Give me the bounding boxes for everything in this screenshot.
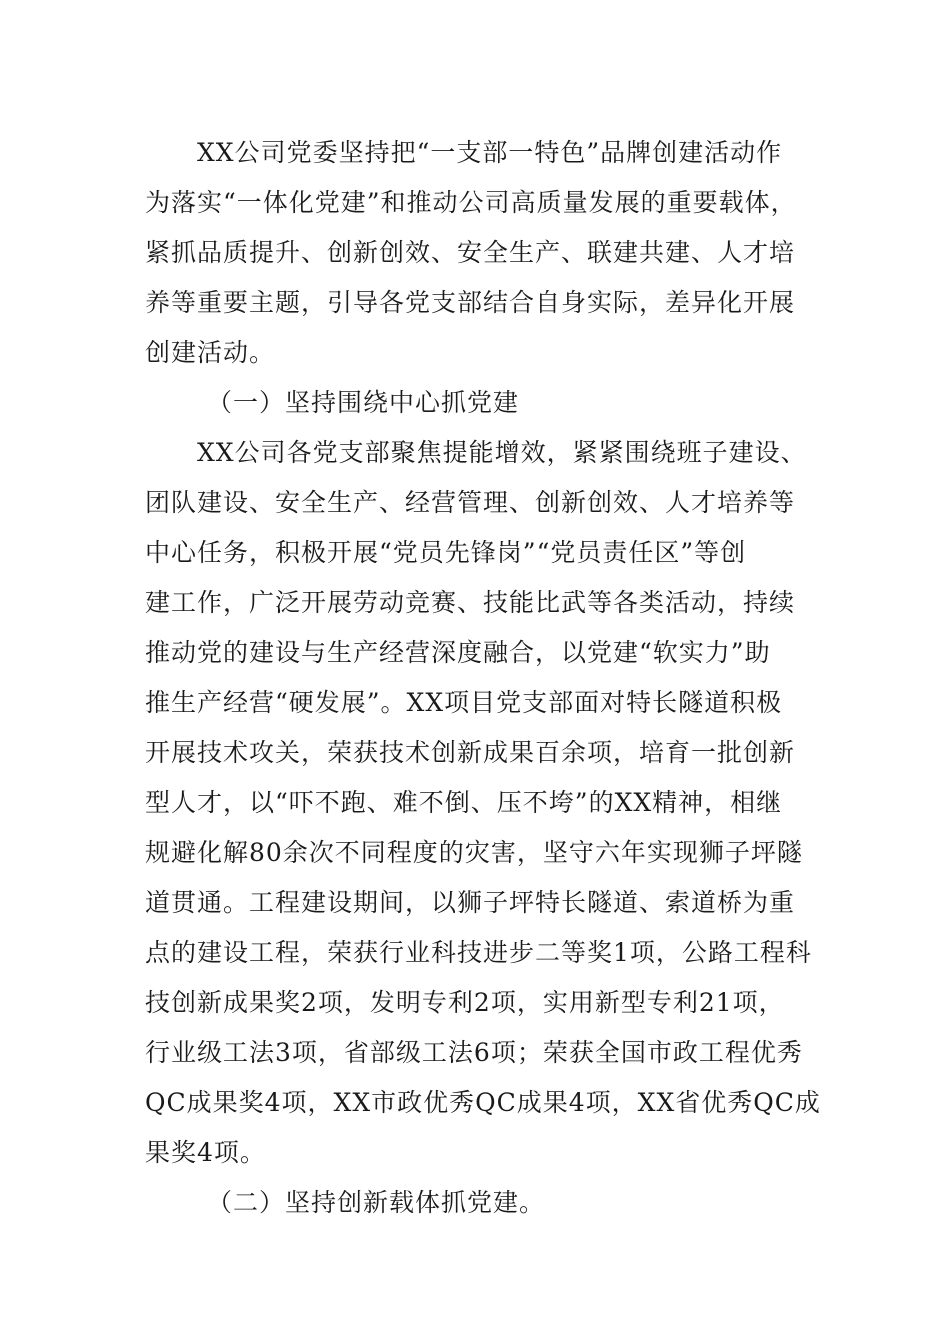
document-body [145,128,821,1228]
text-line: 点的建设工程，荣获行业科技进步二等奖1项，公路工程科 [145,938,812,967]
text-line: 推生产经营“硬发展”。XX项目党支部面对特长隧道积极 [145,688,783,717]
text-line: XX公司各党支部聚焦提能增效，紧紧围绕班子建设、 [197,438,807,467]
text-line: XX公司党委坚持把“一支部一特色”品牌创建活动作 [197,138,783,167]
text-line: 建工作，广泛开展劳动竞赛、技能比武等各类活动，持续 [145,588,796,617]
text-line: 中心任务，积极开展“党员先锋岗”“党员责任区”等创 [145,538,747,567]
text-line: 养等重要主题，引导各党支部结合自身实际，差异化开展 [145,288,796,317]
text-line: 创建活动。 [145,338,276,367]
section-heading-1: （一）坚持围绕中心抓党建 [207,388,520,417]
text-line: 团队建设、安全生产、经营管理、创新创效、人才培养等 [145,488,796,517]
text-line: 紧抓品质提升、创新创效、安全生产、联建共建、人才培 [145,238,796,267]
text-line: 行业级工法3项，省部级工法6项；荣获全国市政工程优秀 [145,1038,803,1067]
text-line: 为落实“一体化党建”和推动公司高质量发展的重要载体， [145,188,797,217]
paragraph-intro [145,128,807,378]
text-line: 型人才，以“吓不跑、难不倒、压不垮”的XX精神，相继 [145,788,783,817]
text-line: 道贯通。工程建设期间，以狮子坪特长隧道、索道桥为重 [145,888,796,917]
text-line: 技创新成果奖2项，发明专利2项，实用新型专利21项， [145,988,785,1017]
text-line: 开展技术攻关，荣获技术创新成果百余项，培育一批创新 [145,738,796,767]
paragraph-section-1 [145,428,821,1178]
text-line: 规避化解80余次不同程度的灾害，坚守六年实现狮子坪隧 [145,838,803,867]
text-line: 果奖4项。 [145,1138,266,1167]
section-heading-2: （二）坚持创新载体抓党建。 [207,1188,546,1217]
text-line: QC成果奖4项，XX市政优秀QC成果4项，XX省优秀QC成 [145,1088,821,1117]
text-line: 推动党的建设与生产经营深度融合，以党建“软实力”助 [145,638,771,667]
